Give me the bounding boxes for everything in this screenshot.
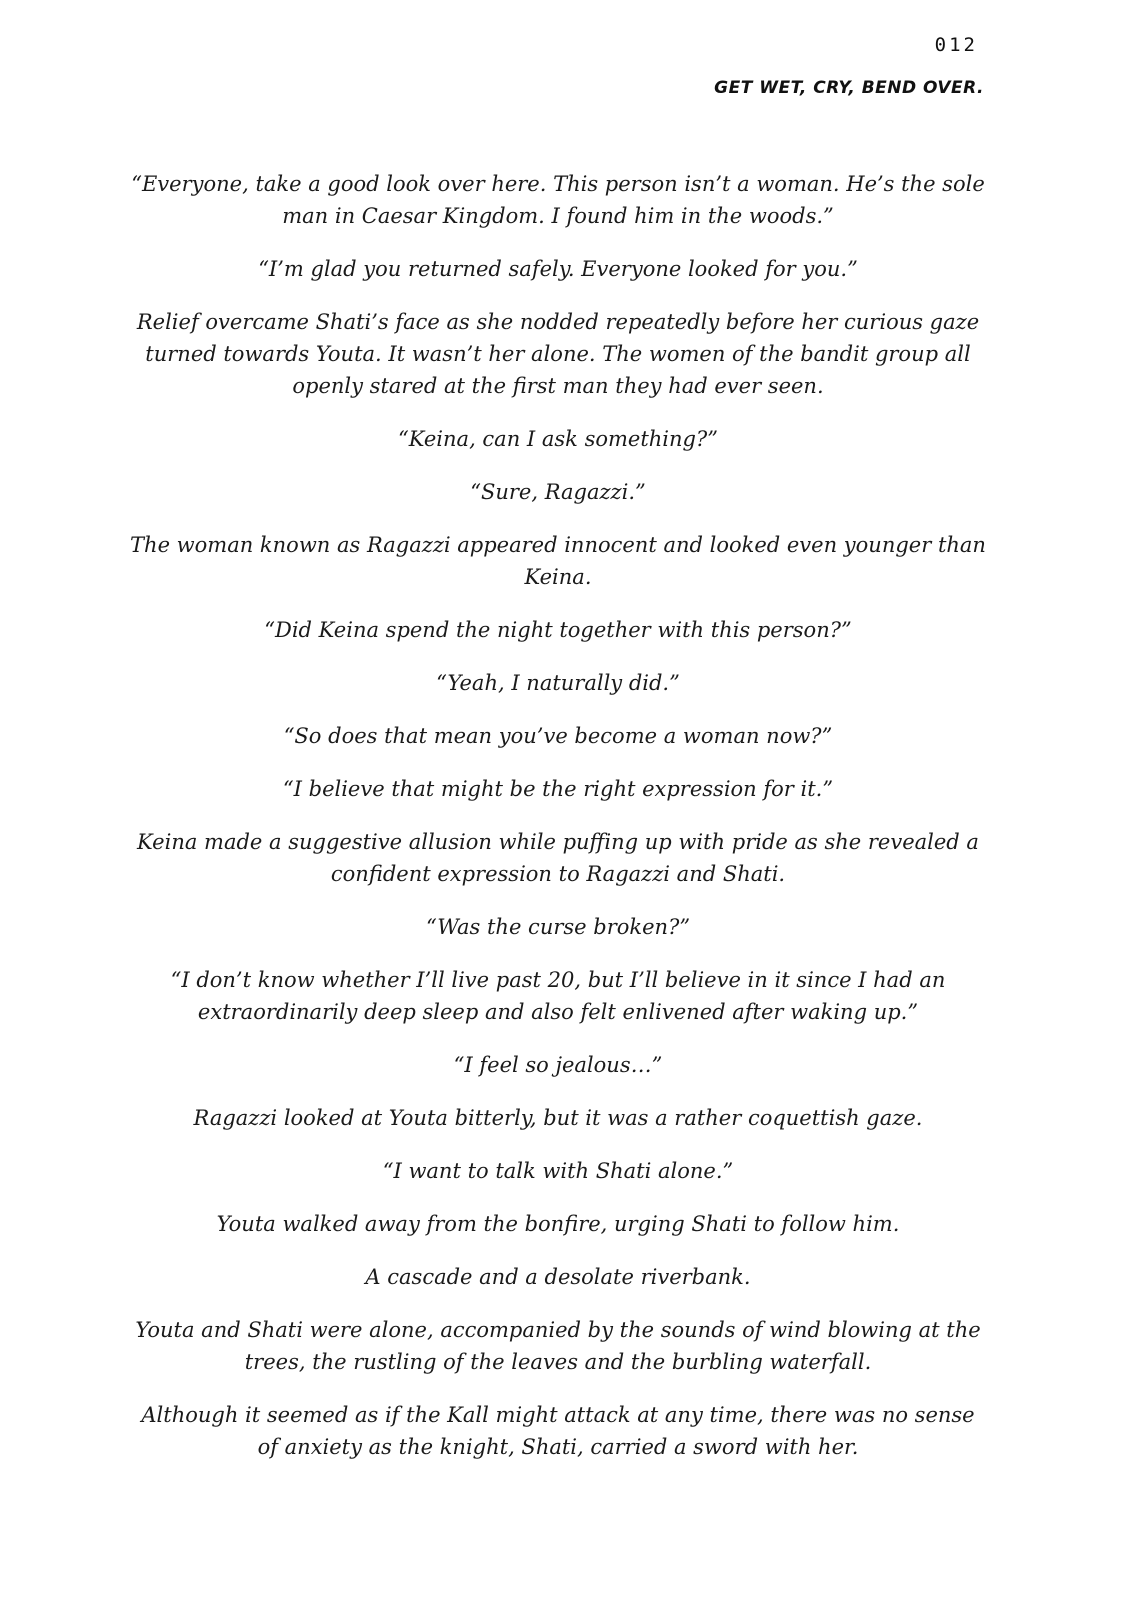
paragraph: “Was the curse broken?” [425, 915, 691, 939]
paragraph: A cascade and a desolate riverbank. [365, 1265, 751, 1289]
paragraph: Keina made a suggestive allusion while puffing up with pride as she revealed a confident expression to Ragazzi and Shati. [137, 830, 979, 886]
paragraph: “I want to talk with Shati alone.” [382, 1159, 734, 1183]
chapter-title: GET WET, CRY, BEND OVER. [714, 78, 984, 98]
paragraph: “Everyone, take a good look over here. This person isn’t a woman. He’s the sole man in Caesar Kingdom. I found him in the woods.” [131, 172, 985, 228]
paragraph: Although it seemed as if the Kall might attack at any time, there was no sense of anxiety as the knight, Shati, carried a sword with her. [141, 1403, 975, 1459]
paragraph: “So does that mean you’ve become a woman now?” [283, 724, 833, 748]
paragraph: “Sure, Ragazzi.” [470, 480, 646, 504]
paragraph: Youta walked away from the bonfire, urging Shati to follow him. [216, 1212, 900, 1236]
paragraph: “Yeah, I naturally did.” [436, 671, 680, 695]
body-text [128, 168, 988, 1484]
paragraph: “Did Keina spend the night together with this person?” [264, 618, 852, 642]
paragraph: “I don’t know whether I’ll live past 20, but I’ll believe in it since I had an extraordinarily deep sleep and also felt enlivened after waking up.” [170, 968, 946, 1024]
paragraph: “I believe that might be the right expression for it.” [282, 777, 834, 801]
paragraph: Youta and Shati were alone, accompanied by the sounds of wind blowing at the trees, the rustling of the leaves and the burbling waterfall. [135, 1318, 981, 1374]
paragraph: “Keina, can I ask something?” [398, 427, 718, 451]
paragraph: Relief overcame Shati’s face as she nodded repeatedly before her curious gaze turned towards Youta. It wasn’t her alone. The women of the bandit group all openly stared at the first man they had ever seen. [136, 310, 980, 398]
page-number: 012 [934, 34, 978, 56]
paragraph: “I feel so jealous…” [453, 1053, 663, 1077]
paragraph: Ragazzi looked at Youta bitterly, but it was a rather coquettish gaze. [193, 1106, 923, 1130]
paragraph: The woman known as Ragazzi appeared innocent and looked even younger than Keina. [130, 533, 986, 589]
paragraph: “I’m glad you returned safely. Everyone looked for you.” [258, 257, 858, 281]
